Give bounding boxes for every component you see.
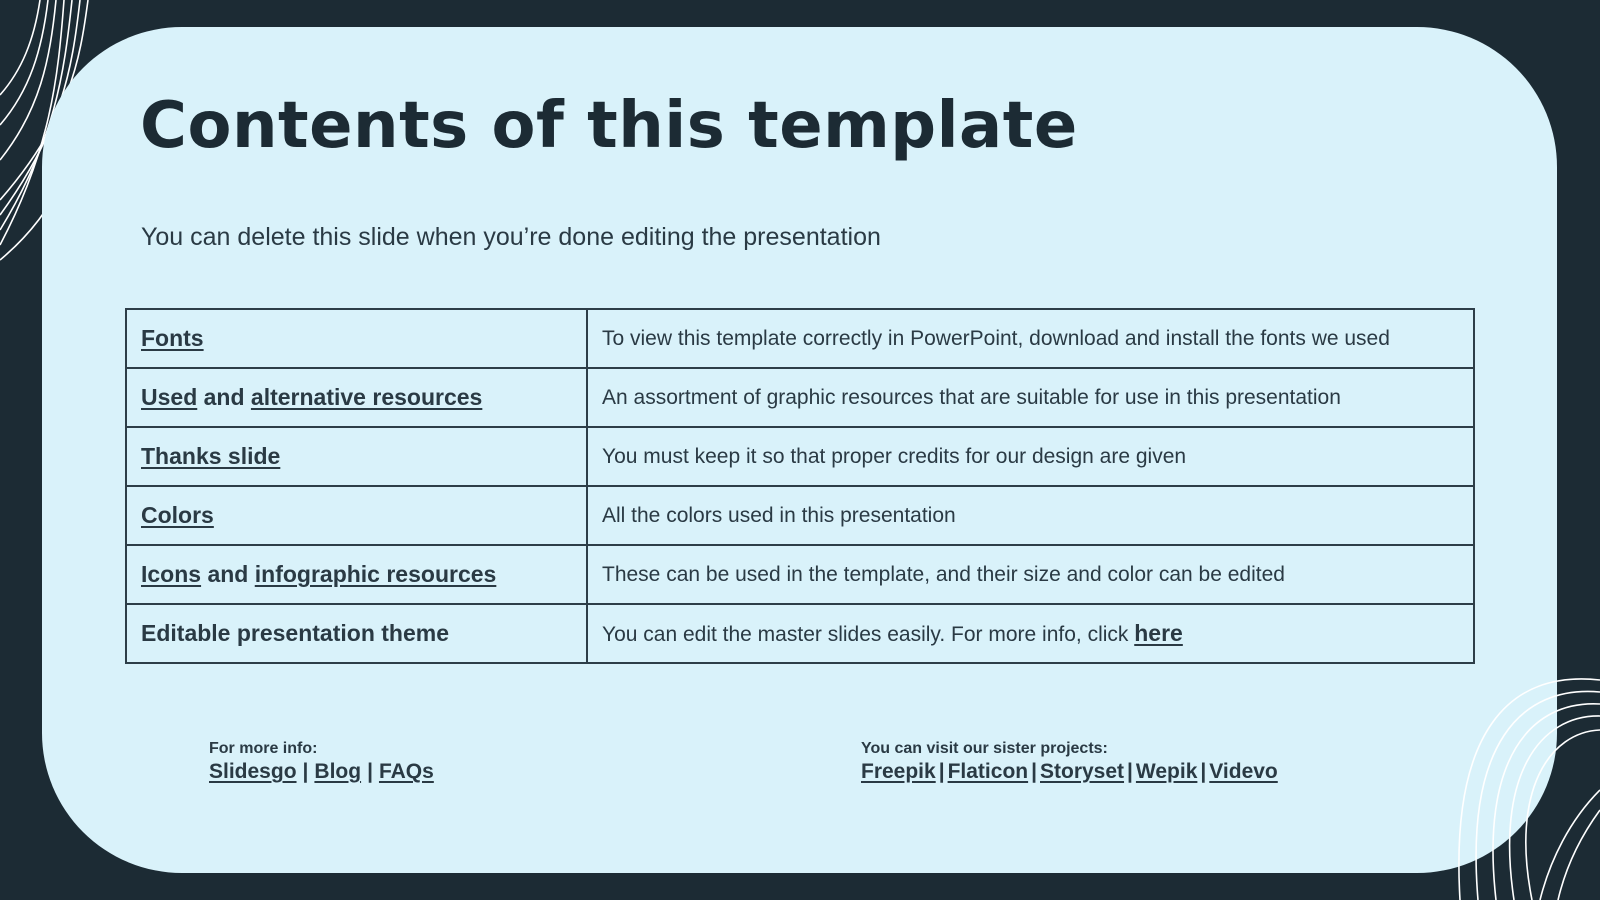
row-label-text: Editable presentation theme [141, 620, 450, 646]
row-description-cell [587, 309, 1474, 368]
row-label-text: and [201, 561, 255, 587]
footer-link-blog[interactable]: Blog [314, 760, 362, 783]
row-label-cell [126, 309, 587, 368]
row-label-link[interactable]: alternative resources [250, 384, 483, 410]
row-label-link[interactable]: Fonts [141, 325, 204, 351]
slide-card [42, 27, 1557, 873]
table-row [126, 309, 1474, 368]
row-description-cell [587, 427, 1474, 486]
row-description-cell [587, 604, 1474, 663]
row-label-link[interactable]: Colors [141, 502, 214, 528]
row-label-link[interactable]: Used [141, 384, 198, 410]
link-separator: | [1031, 760, 1037, 783]
table-row [126, 545, 1474, 604]
table-row [126, 368, 1474, 427]
row-label-cell [126, 368, 587, 427]
row-label-link[interactable]: Thanks slide [141, 443, 281, 469]
row-label-link[interactable]: infographic resources [254, 561, 497, 587]
link-separator: | [367, 760, 373, 783]
row-label-link[interactable]: Icons [141, 561, 202, 587]
footer-link-flaticon[interactable]: Flaticon [947, 760, 1029, 783]
footer-link-freepik[interactable]: Freepik [861, 760, 936, 783]
row-description: All the colors used in this presentation [602, 503, 956, 527]
row-description: You can edit the master slides easily. For more info, click [602, 623, 1135, 646]
footer-sister-projects [861, 740, 1278, 784]
table-row [126, 427, 1474, 486]
table-row [126, 604, 1474, 663]
row-description-cell [587, 545, 1474, 604]
footer-link-videvo[interactable]: Videvo [1209, 760, 1278, 783]
link-separator: | [1200, 760, 1207, 783]
row-description: An assortment of graphic resources that are suitable for use in this presentation [602, 385, 1341, 409]
page-title: Contents of this template [140, 89, 1078, 163]
footer-link-storyset[interactable]: Storyset [1040, 760, 1125, 783]
row-label-text: and [197, 384, 251, 410]
table-row [126, 486, 1474, 545]
row-description-cell [587, 486, 1474, 545]
link-separator: | [1127, 760, 1133, 783]
footer-more-info-links [209, 760, 434, 784]
row-description-cell [587, 368, 1474, 427]
footer-link-faqs[interactable]: FAQs [378, 760, 434, 783]
footer-link-wepik[interactable]: Wepik [1135, 760, 1198, 783]
footer-more-info-heading: For more info: [209, 740, 318, 757]
footer-more-info [209, 740, 434, 784]
row-description: These can be used in the template, and their size and color can be edited [602, 562, 1285, 586]
row-description: To view this template correctly in PowerPoint, download and install the fonts we used [602, 326, 1390, 350]
subtitle: You can delete this slide when you’re done editing the presentation [141, 223, 881, 251]
footer-sister-projects-heading: You can visit our sister projects: [861, 740, 1108, 757]
contents-table [125, 308, 1475, 664]
row-label-cell [126, 545, 587, 604]
row-label-cell [126, 604, 587, 663]
link-separator: | [302, 760, 309, 783]
row-label-cell [126, 427, 587, 486]
more-info-here-link[interactable]: here [1134, 620, 1183, 646]
row-description: You must keep it so that proper credits for our design are given [602, 444, 1187, 468]
row-label-cell [126, 486, 587, 545]
link-separator: | [938, 760, 945, 783]
footer-link-slidesgo[interactable]: Slidesgo [209, 760, 297, 783]
footer-sister-projects-links [861, 760, 1278, 784]
